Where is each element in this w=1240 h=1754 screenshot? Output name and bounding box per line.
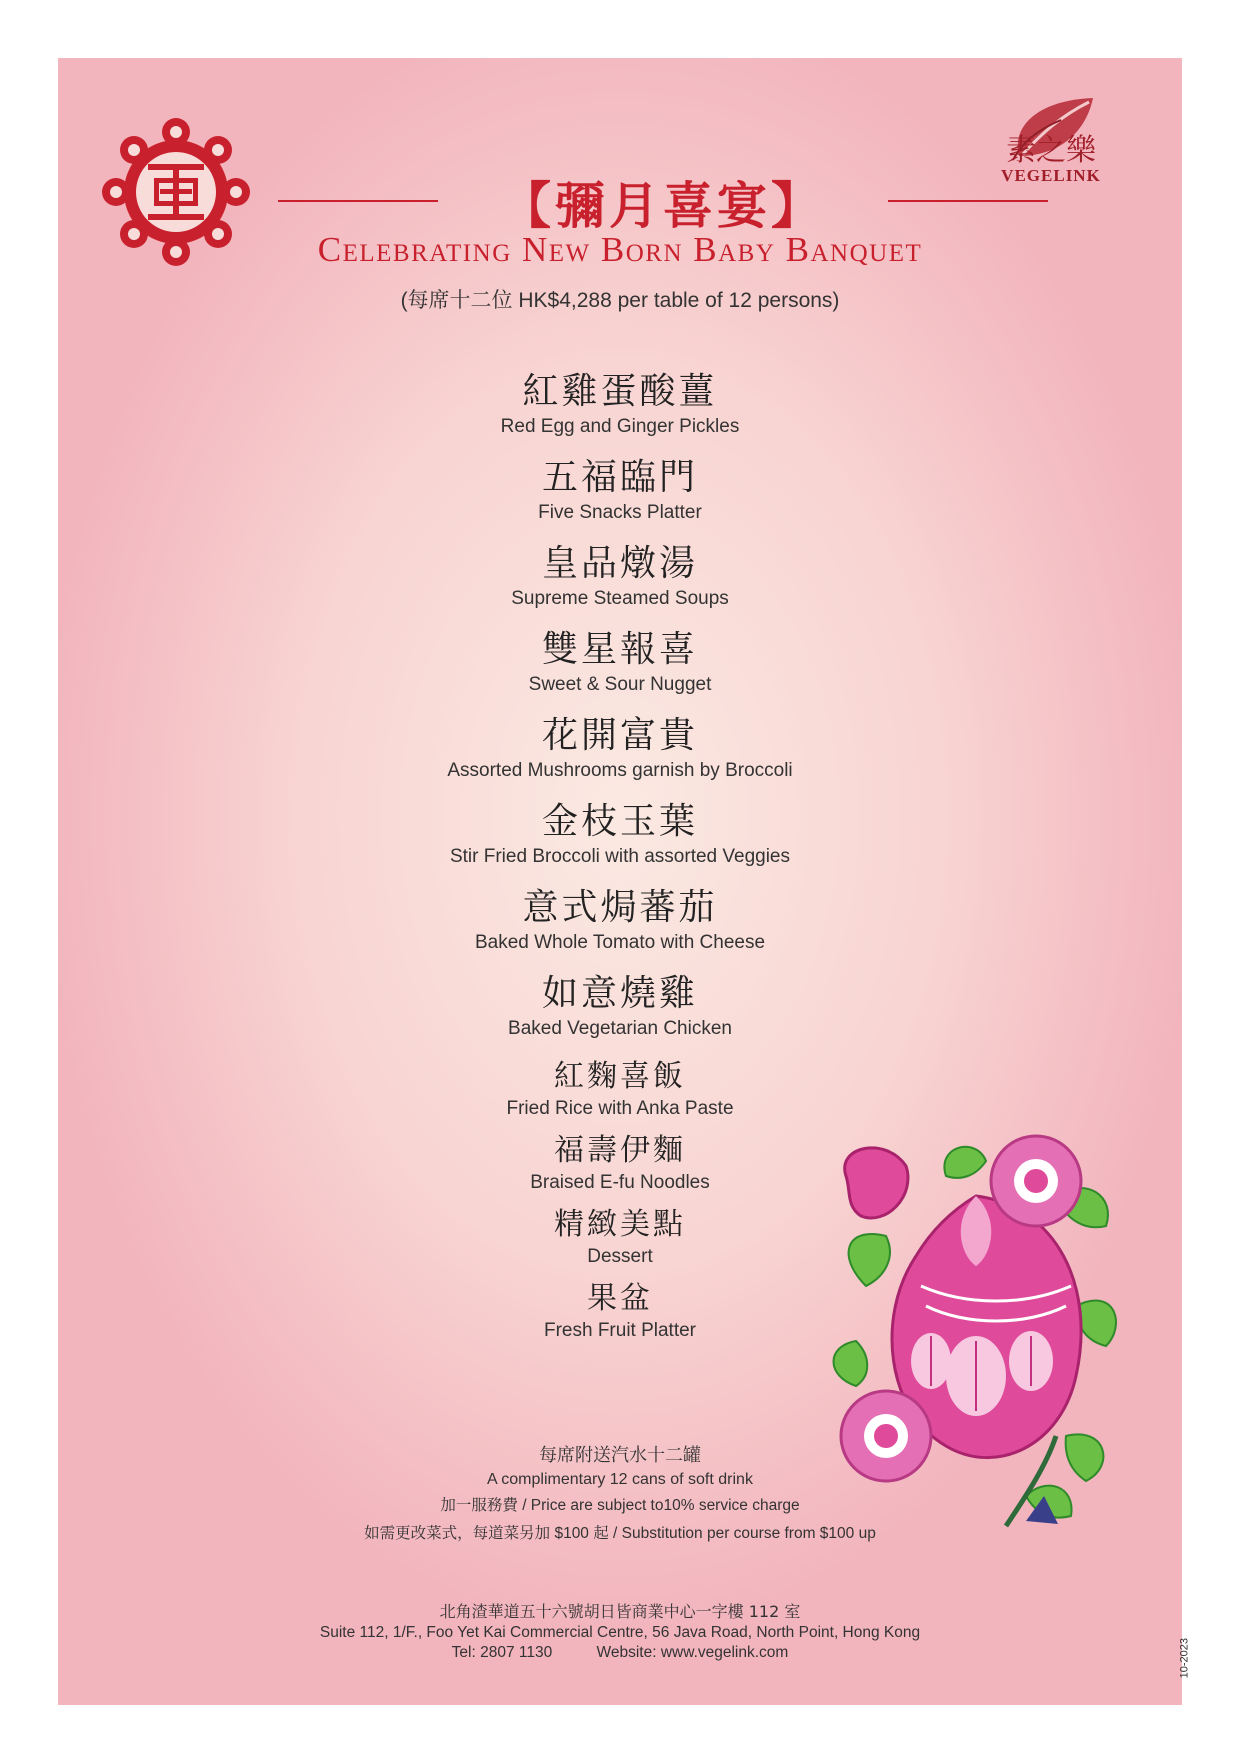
course-name-en: Assorted Mushrooms garnish by Broccoli xyxy=(447,760,793,781)
course-item xyxy=(270,1058,970,1122)
drink-note-cn: 每席附送汽水十二罐 xyxy=(539,1445,701,1466)
address-cn: 北角渣華道五十六號胡日皆商業中心一字樓 112 室 xyxy=(439,1602,801,1621)
course-name-cn: 皇品燉湯 xyxy=(541,543,698,584)
version-code: 10-2023 xyxy=(1178,1638,1190,1679)
course-name-en: Red Egg and Ginger Pickles xyxy=(500,416,740,437)
course-name-cn: 五福臨門 xyxy=(541,457,698,498)
contact-line xyxy=(220,1643,1020,1663)
course-name-cn: 意式焗蕃茄 xyxy=(522,887,718,928)
service-charge-note: 加一服務費 / Price are subject to10% service charge xyxy=(440,1497,800,1514)
drink-note-en: A complimentary 12 cans of soft drink xyxy=(487,1471,753,1488)
page-title-cn: 【彌月喜宴】 xyxy=(501,177,825,235)
course-item xyxy=(270,800,970,870)
course-item xyxy=(270,972,970,1042)
course-item xyxy=(270,628,970,698)
course-item xyxy=(270,542,970,612)
course-name-cn: 福壽伊麵 xyxy=(554,1133,686,1168)
course-item xyxy=(270,714,970,784)
course-name-cn: 花開富貴 xyxy=(541,715,698,756)
page-title-en: Celebrating New Born Baby Banquet xyxy=(317,230,923,269)
course-name-en: Baked Whole Tomato with Cheese xyxy=(474,932,766,953)
title-row xyxy=(278,166,1048,236)
course-name-cn: 如意燒雞 xyxy=(541,973,698,1014)
course-name-cn: 果盆 xyxy=(587,1281,653,1316)
course-name-cn: 紅雞蛋酸薑 xyxy=(522,371,718,412)
course-name-cn: 紅麴喜飯 xyxy=(554,1059,686,1094)
course-name-en: Fresh Fruit Platter xyxy=(543,1320,697,1341)
course-item xyxy=(270,456,970,526)
course-name-en: Supreme Steamed Soups xyxy=(511,588,729,609)
course-name-en: Sweet & Sour Nugget xyxy=(528,674,712,695)
course-name-en: Braised E-fu Noodles xyxy=(530,1172,710,1193)
logo-name-cn: 素之樂 xyxy=(1006,133,1096,168)
peach-flower-papercut-icon xyxy=(826,1136,1126,1536)
course-name-cn: 金枝玉葉 xyxy=(541,801,698,842)
telephone: Tel: 2807 1130 xyxy=(451,1644,553,1661)
course-name-en: Five Snacks Platter xyxy=(538,502,702,523)
price-line: (每席十二位 HK$4,288 per table of 12 persons) xyxy=(400,289,840,312)
footer xyxy=(220,1601,1020,1663)
course-item xyxy=(270,886,970,956)
course-item xyxy=(270,370,970,440)
menu-page xyxy=(58,58,1190,1705)
course-name-cn: 雙星報喜 xyxy=(541,629,698,670)
course-name-en: Dessert xyxy=(587,1246,653,1267)
website-link[interactable]: Website: www.vegelink.com xyxy=(596,1644,789,1661)
substitution-note: 如需更改菜式，每道菜另加 $100 起 / Substitution per course from $100 up xyxy=(364,1525,876,1542)
course-name-en: Fried Rice with Anka Paste xyxy=(506,1098,734,1119)
course-name-en: Baked Vegetarian Chicken xyxy=(508,1018,732,1039)
course-name-en: Stir Fried Broccoli with assorted Veggies xyxy=(449,846,791,867)
course-name-cn: 精緻美點 xyxy=(554,1207,686,1242)
address-en: Suite 112, 1/F., Foo Yet Kai Commercial Centre, 56 Java Road, North Point, Hong Kong xyxy=(319,1624,921,1641)
logo-name-en: VEGELINK xyxy=(1001,166,1101,185)
